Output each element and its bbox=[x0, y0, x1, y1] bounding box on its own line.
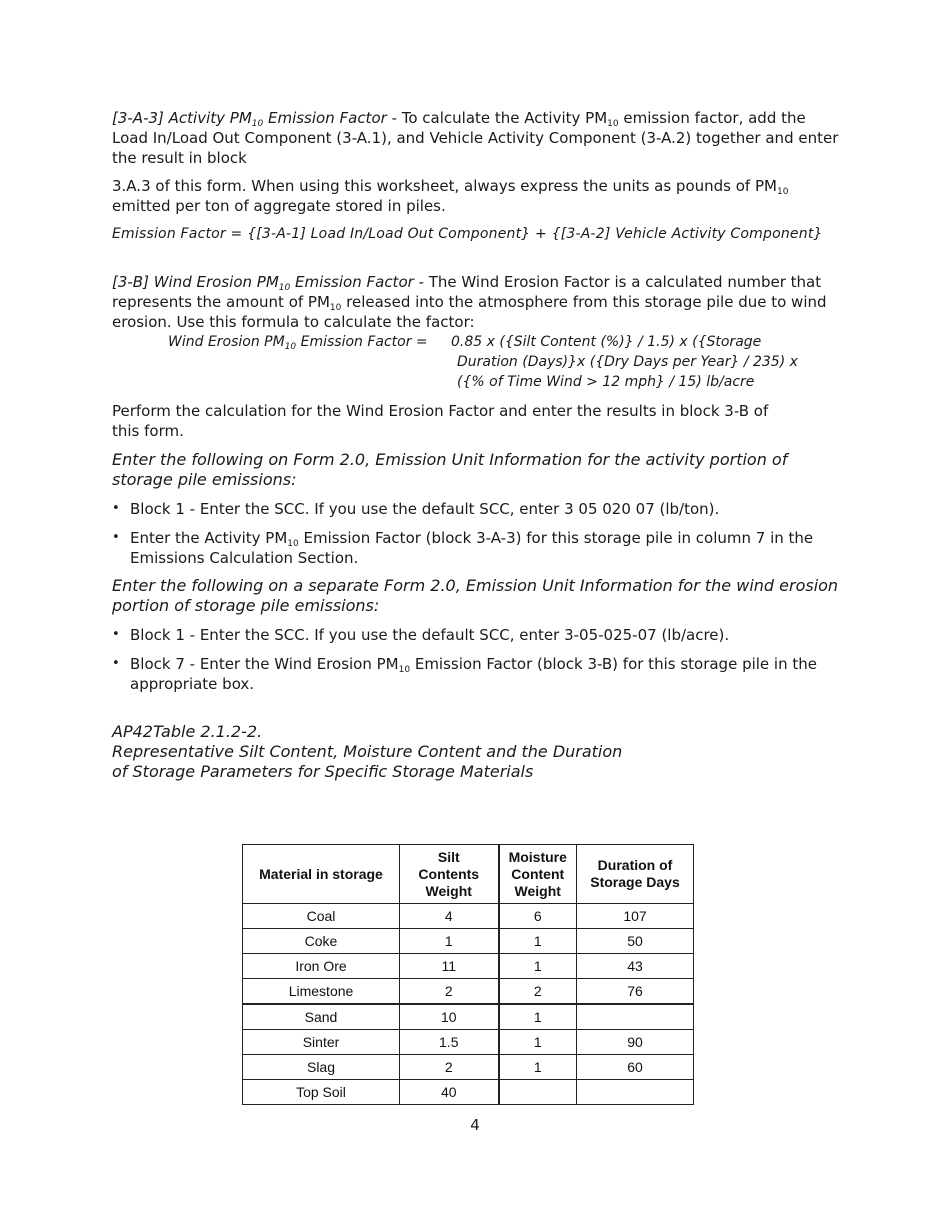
section-3b-paragraph: [3-B] Wind Erosion $PM_{10}$ Emission Factor - The Wind Erosion Factor is a calculated number that represents the amount of $PM_{10}$ released into the atmosphere from this storage pile due to wind erosion. Use this formula to calculate the factor: bbox=[112, 273, 827, 331]
wind-instructions-list bbox=[112, 625, 842, 694]
header-duration: Duration of Storage Days bbox=[577, 845, 694, 904]
table-cell: 60 bbox=[577, 1055, 694, 1080]
header-silt: Silt Contents Weight bbox=[400, 845, 499, 904]
table-row bbox=[243, 1030, 694, 1055]
table-cell bbox=[577, 1004, 694, 1030]
section-3a3-paragraph: [3-A-3] Activity $PM_{10}$ Emission Factor - To calculate the Activity $PM_{10}$ emission factor, add the Load In/Load Out Component (3-A.1), and Vehicle Activity Component (3-A.2) together and enter the result in block bbox=[112, 109, 839, 167]
table-cell: 50 bbox=[577, 929, 694, 954]
table-cell: 76 bbox=[577, 979, 694, 1005]
wind-instructions-heading: Enter the following on a separate Form 2.0, Emission Unit Information for the wind erosion portion of storage pile emissions: bbox=[112, 576, 839, 615]
table-cell: 2 bbox=[499, 979, 577, 1005]
table-cell: 1 bbox=[499, 954, 577, 979]
list-item: • Block 1 - Enter the SCC. If you use the default SCC, enter 3-05-025-07 (lb/acre). bbox=[112, 626, 730, 644]
bullet-icon: • bbox=[112, 530, 120, 545]
table-cell: Iron Ore bbox=[243, 954, 400, 979]
table-row bbox=[243, 904, 694, 929]
list-item: • Block 1 - Enter the SCC. If you use the default SCC, enter 3 05 020 07 (lb/ton). bbox=[112, 500, 720, 518]
table-cell: Sinter bbox=[243, 1030, 400, 1055]
document-page bbox=[112, 108, 842, 782]
header-moisture: Moisture Content Weight bbox=[499, 845, 577, 904]
table-cell: 107 bbox=[577, 904, 694, 929]
table-cell: Coke bbox=[243, 929, 400, 954]
table-row bbox=[243, 1004, 694, 1030]
table-row bbox=[243, 954, 694, 979]
table-cell: 43 bbox=[577, 954, 694, 979]
table-cell bbox=[577, 1080, 694, 1105]
bullet-icon: • bbox=[112, 501, 120, 516]
storage-materials-table bbox=[242, 844, 694, 1105]
page-number: 4 bbox=[470, 1116, 480, 1134]
wind-erosion-formula bbox=[168, 332, 842, 392]
section-3b-heading: [3-B] Wind Erosion $PM_{10}$ Emission Factor bbox=[112, 273, 414, 293]
header-material: Material in storage bbox=[243, 845, 400, 904]
perform-calculation-text: Perform the calculation for the Wind Erosion Factor and enter the results in block 3-B of this form. bbox=[112, 402, 769, 440]
table-cell: 40 bbox=[400, 1080, 499, 1105]
table-cell: 1 bbox=[499, 1030, 577, 1055]
wind-formula-label: Wind Erosion $PM_{10}$ Emission Factor = bbox=[168, 334, 428, 352]
table-cell: Top Soil bbox=[243, 1080, 400, 1105]
table-cell: 11 bbox=[400, 954, 499, 979]
table-row bbox=[243, 979, 694, 1005]
table-cell: 1 bbox=[400, 929, 499, 954]
activity-instructions-heading: Enter the following on Form 2.0, Emission Unit Information for the activity portion of storage pile emissions: bbox=[112, 450, 788, 489]
section-3a3-heading: [3-A-3] Activity $PM_{10}$ Emission Factor bbox=[112, 109, 387, 129]
wind-formula-line-2: Duration (Days)}x ({Dry Days per Year} / 235) x bbox=[457, 354, 798, 370]
table-cell: 10 bbox=[400, 1004, 499, 1030]
list-item: • Enter the Activity $PM_{10}$ Emission Factor (block 3-A-3) for this storage pile in column 7 in the Emissions Calculation Section. bbox=[112, 529, 814, 567]
table-cell: 4 bbox=[400, 904, 499, 929]
table-cell: Sand bbox=[243, 1004, 400, 1030]
table-cell: 2 bbox=[400, 1055, 499, 1080]
table-cell: Coal bbox=[243, 904, 400, 929]
table-cell: 1.5 bbox=[400, 1030, 499, 1055]
list-item: • Block 7 - Enter the Wind Erosion $PM_{10}$ Emission Factor (block 3-B) for this storage pile in the appropriate box. bbox=[112, 655, 817, 693]
wind-formula-line-3: ({% of Time Wind > 12 mph} / 15) lb/acre bbox=[457, 374, 755, 390]
table-cell bbox=[499, 1080, 577, 1105]
table-cell: 2 bbox=[400, 979, 499, 1005]
activity-emission-factor-formula: Emission Factor = {[3-A-1] Load In/Load Out Component} + {[3-A-2] Vehicle Activity Component} bbox=[112, 226, 823, 242]
activity-instructions-list bbox=[112, 499, 842, 568]
table-row bbox=[243, 929, 694, 954]
table-row bbox=[243, 1055, 694, 1080]
wind-formula-line-1: 0.85 x ({Silt Content (%)} / 1.5) x ({Storage bbox=[451, 334, 762, 350]
table-cell: 90 bbox=[577, 1030, 694, 1055]
table-cell: 1 bbox=[499, 1055, 577, 1080]
table-cell: 1 bbox=[499, 1004, 577, 1030]
table-cell: Slag bbox=[243, 1055, 400, 1080]
table-header-row bbox=[243, 845, 694, 904]
bullet-icon: • bbox=[112, 627, 120, 642]
bullet-icon: • bbox=[112, 656, 120, 671]
table-cell: 6 bbox=[499, 904, 577, 929]
table-cell: 1 bbox=[499, 929, 577, 954]
section-3a3-units-paragraph: 3.A.3 of this form. When using this worksheet, always express the units as pounds of $PM_{10}$ emitted per ton of aggregate stored in piles. bbox=[112, 177, 789, 215]
table-cell: Limestone bbox=[243, 979, 400, 1005]
table-title: AP42Table 2.1.2-2. Representative Silt Content, Moisture Content and the Duration of Storage Parameters for Specific Storage Materials bbox=[112, 722, 623, 781]
table-row bbox=[243, 1080, 694, 1105]
